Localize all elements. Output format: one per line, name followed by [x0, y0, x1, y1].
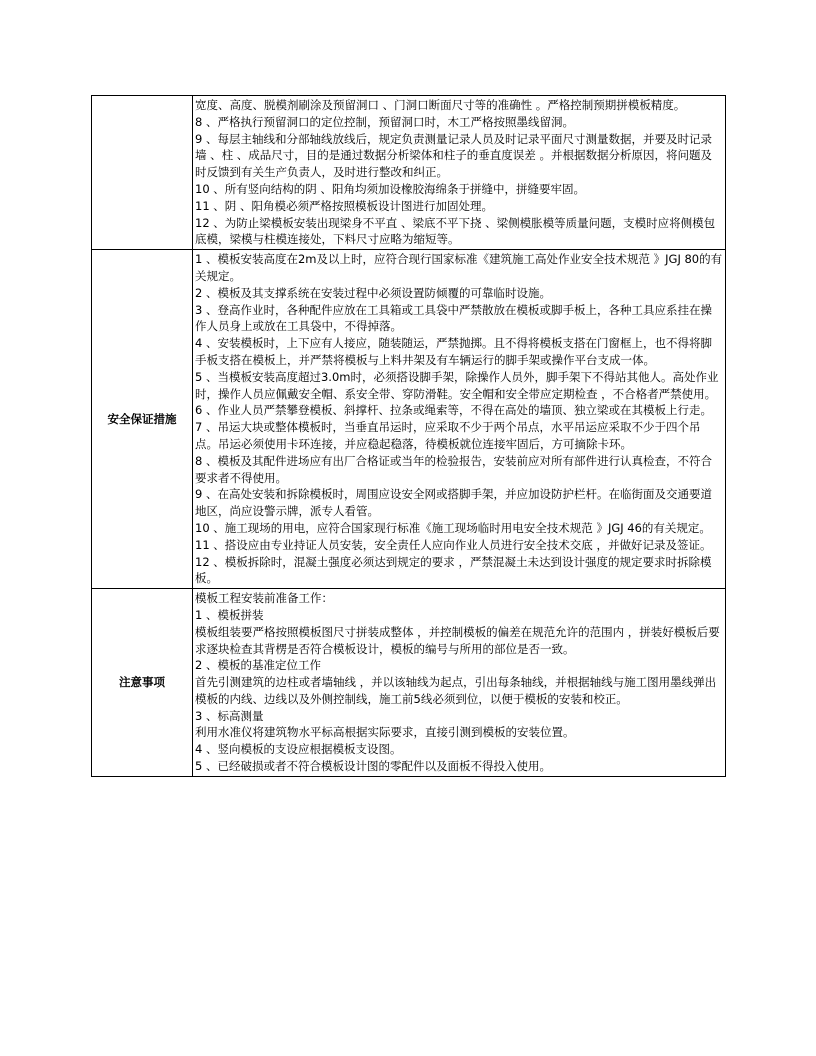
content-paragraph: 2 、模板及其支撑系统在安装过程中必须设置防倾覆的可靠临时设施。 [195, 285, 551, 300]
content-paragraph: 宽度、高度、脱模剂刷涂及预留洞口 、门洞口断面尺寸等的准确性 。严格控制预期拼模板精度。 [195, 98, 686, 112]
row-label [92, 96, 193, 250]
content-paragraph: 首先引测建筑的边柱或者墙轴线 ，并以该轴线为起点，引出每条轴线，并根据轴线与施工图用墨线弹出模板的内线、边线以及外侧控制线，施工前5线必须到位，以便于模板的安装和校正。 [195, 675, 717, 706]
content-paragraph: 1 、模板拼装 [195, 607, 264, 622]
content-paragraph: 3 、标高测量 [195, 708, 264, 723]
content-paragraph: 模板组装要严格按照模板图尺寸拼装成整体 ，并控制模板的偏差在规范允许的范围内 ，拼装好模板后要求逐块检查其背楞是否符合模板设计，模板的编号与所用的部位是否一致。 [195, 624, 720, 656]
content-paragraph: 11 、搭设应由专业持证人员安装，安全责任人应向作业人员进行安全技术交底 ，并做好记录及签证。 [195, 537, 712, 552]
row-label: 安全保证措施 [92, 250, 193, 589]
row-content [193, 96, 726, 250]
content-paragraph: 10 、施工现场的用电，应符合国家现行标准《施工现场临时用电安全技术规范 》JGJ 46的有关规定。 [195, 520, 711, 535]
row-content [193, 589, 726, 777]
content-paragraph: 4 、竖向模板的支设应根据模板支设图。 [195, 742, 402, 757]
content-paragraph: 8 、模板及其配件进场应有出厂合格证或当年的检验报告，安装前应对所有部件进行认真检查，不符合要求者不得使用。 [195, 453, 712, 485]
content-paragraph: 5 、已经破损或者不符合模板设计图的零配件以及面板不得投入使用。 [195, 759, 551, 774]
content-paragraph: 9 、每层主轴线和分部轴线放线后，规定负责测量记录人员及时记录平面尺寸测量数据，并要及时记录墙 、柱 、成品尺寸，目的是通过数据分析梁体和柱子的垂直度误差 。并根据数据分析原因，将问题及时反馈到有关生产负责人，及时进行整改和纠正。 [195, 131, 712, 180]
content-paragraph: 11 、阴 、阳角模必须严格按照模板设计图进行加固处理。 [195, 198, 493, 213]
content-paragraph: 12 、模板拆除时，混凝土强度必须达到规定的要求 ，严禁混凝土未达到设计强度的规定要求时拆除模板。 [195, 554, 712, 586]
content-paragraph: 7 、吊运大块或整体模板时，当垂直吊运时，应采取不少于两个吊点，水平吊运应采取不少于四个吊点。吊运必须使用卡环连接，并应稳起稳落，待模板就位连接牢固后，方可摘除卡环。 [195, 420, 701, 451]
content-paragraph: 9 、在高处安装和拆除模板时，周围应设安全网或搭脚手架，并应加设防护栏杆。在临街面及交通要道地区，尚应设警示牌，派专人看管。 [195, 487, 712, 519]
content-paragraph: 2 、模板的基准定位工作 [195, 658, 321, 673]
row-label: 注意事项 [92, 589, 193, 777]
content-paragraph: 8 、严格执行预留洞口的定位控制，预留洞口时，木工严格按照墨线留洞。 [195, 114, 574, 129]
row-content [193, 250, 726, 589]
content-paragraph: 利用水准仪将建筑物水平标高根据实际要求，直接引测到模板的安装位置。 [195, 725, 575, 740]
content-paragraph: 12 、为防止梁模板安装出现梁身不平直 、梁底不平下挠 、梁侧模胀模等质量问题，支模时应将侧模包底模，梁模与柱模连接处，下料尺寸应略为缩短等。 [195, 215, 716, 247]
construction-spec-table [91, 95, 726, 777]
quality-continued-row [92, 96, 726, 250]
content-paragraph: 3 、登高作业时，各种配件应放在工具箱或工具袋中严禁散放在模板或脚手板上，各种工具应系挂在操作人员身上或放在工具袋中，不得掉落。 [195, 302, 712, 334]
safety-measures-row [92, 250, 726, 589]
content-paragraph: 模板工程安装前准备工作： [195, 591, 333, 606]
content-paragraph: 4 、安装模板时，上下应有人接应，随装随运，严禁抛掷。且不得将模板支搭在门窗框上，也不得将脚手板支搭在模板上，并严禁将模板与上料井架及有车辆运行的脚手架或操作平台支成一体。 [195, 336, 712, 367]
content-paragraph: 6 、作业人员严禁攀登模板、斜撑杆、拉条或绳索等，不得在高处的墙顶、独立梁或在其模板上行走。 [195, 403, 712, 418]
table-body [92, 96, 726, 777]
content-paragraph: 1 、模板安装高度在2m及以上时，应符合现行国家标准《建筑施工高处作业安全技术规范 》JGJ 80的有关规定。 [195, 252, 723, 283]
content-paragraph: 10 、所有竖向结构的阴 、阳角均须加设橡胶海绵条于拼缝中，拼缝要牢固。 [195, 181, 585, 196]
notes-row [92, 589, 726, 777]
content-paragraph: 5 、当模板安装高度超过3.0m时，必须搭设脚手架，除操作人员外，脚手架下不得站其他人。高处作业时，操作人员应佩戴安全帽、系安全带、穿防滑鞋。安全帽和安全带应定期检查 ，不合格者严禁使用。 [195, 369, 719, 401]
